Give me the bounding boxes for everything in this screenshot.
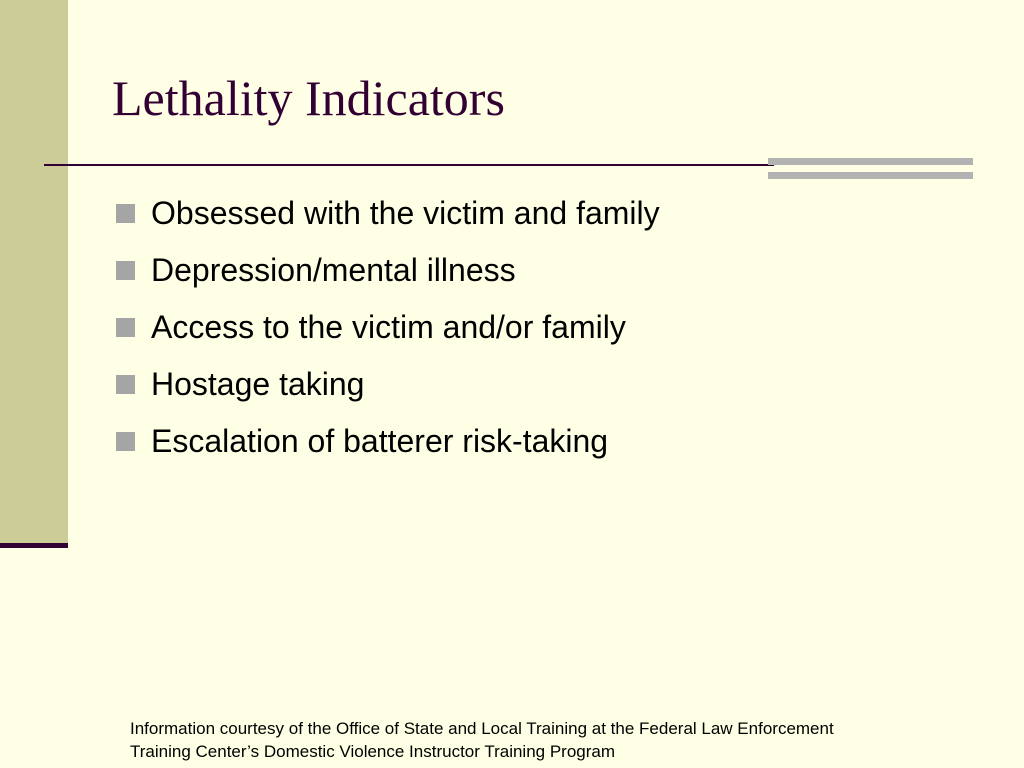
left-decorative-band: [0, 0, 68, 545]
bullet-text: Access to the victim and/or family: [151, 309, 626, 345]
footnote-line-1: Information courtesy of the Office of State and Local Training at the Federal Law Enforcement: [130, 719, 834, 738]
bullet-item: [116, 413, 660, 470]
bullet-text: Hostage taking: [151, 366, 365, 402]
bullet-item: [116, 356, 660, 413]
bullet-text: Escalation of batterer risk-taking: [151, 423, 609, 459]
accent-bar-top: [768, 158, 973, 165]
square-bullet-icon: [116, 204, 135, 223]
source-footnote: [130, 717, 1010, 763]
square-bullet-icon: [116, 261, 135, 280]
left-band-rule: [0, 543, 68, 548]
bullet-item: [116, 185, 660, 242]
bullet-text: Depression/mental illness: [151, 252, 516, 288]
bullet-list: [116, 185, 660, 470]
title-divider-line: [44, 164, 774, 166]
square-bullet-icon: [116, 375, 135, 394]
square-bullet-icon: [116, 318, 135, 337]
bullet-item: [116, 242, 660, 299]
accent-bar-bottom: [768, 172, 973, 179]
bullet-text: Obsessed with the victim and family: [151, 195, 660, 231]
square-bullet-icon: [116, 432, 135, 451]
bullet-item: [116, 299, 660, 356]
footnote-line-2: Training Center’s Domestic Violence Instructor Training Program: [130, 742, 616, 761]
slide-title: Lethality Indicators: [112, 70, 505, 126]
